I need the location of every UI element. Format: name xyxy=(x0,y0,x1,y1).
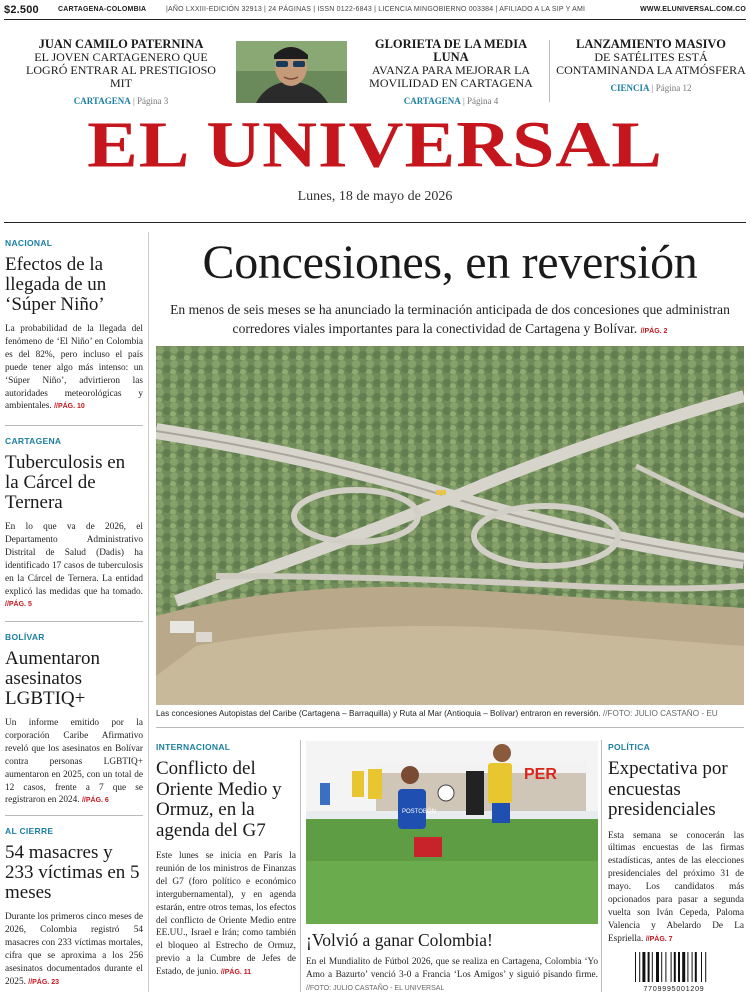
story-lgbtiq[interactable] xyxy=(5,632,143,808)
story-headline: Expectativa por encuestas presidenciales xyxy=(608,758,728,820)
story-body: Durante los primeros cinco meses de 2026, Colombia registró 54 masacres con 233 víctimas mortales, cifra que se aproxima a los 256 asesinatos documentados durante el 2025. xyxy=(5,912,143,987)
column-divider xyxy=(148,232,149,992)
aerial-highway-photo xyxy=(156,346,744,705)
teaser-section: CARTAGENA xyxy=(73,96,131,106)
photo-caption xyxy=(156,709,744,718)
teaser-page: | Página 12 xyxy=(651,83,692,93)
story-divider xyxy=(5,621,143,622)
story-headline: Tuberculosis en la Cárcel de Ternera xyxy=(5,452,126,513)
teaser-title: LANZAMIENTO MASIVO xyxy=(576,37,726,51)
teaser-paternina[interactable] xyxy=(14,38,228,106)
story-tuberculosis[interactable] xyxy=(5,436,143,612)
teaser-section: CIENCIA xyxy=(610,83,650,93)
masthead-divider xyxy=(4,222,746,223)
barcode-number: 7709995001209 xyxy=(643,986,705,993)
story-kicker: NACIONAL xyxy=(5,238,53,248)
photo-credit: //FOTO: JULIO CASTAÑO - EL UNIVERSAL xyxy=(306,984,445,992)
story-body: Un informe emitido por la corporación Caribe Afirmativo reveló que los asesinatos en Bolívar contra personas LGBTIQ+ aumentaron en 2025, con un total de 12 casos, frente a 7 que se registraron en 2024. xyxy=(5,718,143,806)
website-link[interactable]: WWW.ELUNIVERSAL.COM.CO xyxy=(640,6,746,13)
main-divider xyxy=(156,727,744,728)
story-headline: Conflicto del Oriente Medio y Ormuz, en la agenda del G7 xyxy=(156,758,282,841)
cover-price: $2.500 xyxy=(4,4,39,16)
teaser-subtitle: DE SATÉLITES ESTÁ CONTAMINANDA LA ATMÓSFERA xyxy=(556,50,746,77)
edition-info: |AÑO LXXIII-EDICIÓN 32913 | 24 PÁGINAS | ISSN 0122-6843 | LICENCIA MINGOBIERNO 003384 | AFILIADO A LA SIP Y AMI xyxy=(166,6,586,13)
story-body: En lo que va de 2026, el Departamento Administrativo Distrital de Salud (Dadis) ha identificado 17 casos de tuberculosis en la Cárcel de Ternera. La entidad explicó las medidas que ha tomado. xyxy=(5,522,143,597)
page-ref: //PÁG. 23 xyxy=(28,978,59,986)
page-ref: //PÁG. 5 xyxy=(5,601,32,609)
main-deck-text: En menos de seis meses se ha anunciado la terminación anticipada de dos concesiones que administran corredores viales importantes para la conectividad de Cartagena y Bolívar. xyxy=(170,302,730,336)
barcode-bars xyxy=(634,952,714,982)
page-ref: //PÁG. 6 xyxy=(81,797,109,805)
teaser-section: CARTAGENA xyxy=(403,96,461,106)
story-kicker: INTERNACIONAL xyxy=(156,742,231,752)
top-divider xyxy=(4,19,746,20)
story-kicker: AL CIERRE xyxy=(5,826,54,836)
story-colombia-gana[interactable] xyxy=(306,930,598,996)
page-ref: //PÁG. 7 xyxy=(645,935,673,943)
story-body: La probabilidad de la llegada del fenómeno de ‘El Niño’ en Colombia es del 82%, pero incluso el país puede tener algo más intenso: un ‘Súper Niño’, advirtieron las autoridades meteorológicas y ambientales. xyxy=(5,324,143,412)
page-ref: //PÁG. 10 xyxy=(54,403,85,411)
story-masacres[interactable] xyxy=(5,826,143,989)
teaser-title: GLORIETA DE LA MEDIA LUNA xyxy=(374,37,528,64)
story-headline: Efectos de la llegada de un ‘Súper Niño’ xyxy=(5,254,107,315)
jersey-sponsor: POSTOBÓN xyxy=(402,809,436,815)
soccer-match-photo xyxy=(306,741,598,924)
teaser-divider xyxy=(549,40,550,102)
teaser-page: | Página 4 xyxy=(462,96,499,106)
story-divider xyxy=(5,815,143,816)
story-headline: 54 masacres y 233 víctimas en 5 meses xyxy=(5,842,140,903)
story-kicker: POLÍTICA xyxy=(608,742,651,752)
story-encuestas[interactable] xyxy=(608,742,744,947)
story-body: En el Mundialito de Fútbol 2026, que se realiza en Cartagena, Colombia ‘Yo Amo a Bazurto’ venció 3-0 a Francia ‘Los Amigos’ y siguió pisando firme. xyxy=(306,957,598,980)
photo-credit: //FOTO: JULIO CASTAÑO - EU xyxy=(602,709,718,718)
main-deck xyxy=(168,300,732,341)
story-kicker: CARTAGENA xyxy=(5,436,62,446)
story-body: Esta semana se conocerán las últimas encuestas de las firmas estadísticas, antes de las elecciones presidenciales del próximo 31 de mayo. Los candidatos más opcionados para pasar a segunda vuelta son Iván Cepeda, Paloma Valencia y Abelardo De La Espriella. xyxy=(608,830,744,944)
barcode xyxy=(634,952,714,993)
teaser-subtitle: AVANZA PARA MEJORAR LA MOVILIDAD EN CARTAGENA xyxy=(369,63,533,90)
column-divider xyxy=(601,740,602,992)
story-g7[interactable] xyxy=(156,742,296,980)
newspaper-masthead: EL UNIVERSAL xyxy=(87,108,663,182)
page-ref: //PÁG. 11 xyxy=(220,969,252,977)
city-label: CARTAGENA-COLOMBIA xyxy=(58,6,147,13)
main-headline[interactable]: Concesiones, en reversión xyxy=(202,236,698,289)
page-ref: //PÁG. 2 xyxy=(640,328,668,335)
story-headline: Aumentaron asesinatos LGBTIQ+ xyxy=(5,648,100,709)
top-info-bar xyxy=(4,4,746,18)
issue-date: Lunes, 18 de mayo de 2026 xyxy=(297,189,453,204)
teaser-portrait-photo xyxy=(236,41,347,103)
stadium-banner: PER xyxy=(524,766,557,783)
teaser-satelites[interactable] xyxy=(556,38,746,93)
story-body: Este lunes se inicia en París la reunión de los ministros de Finanzas del G7 (foro político e económico intergubernamental), y en agenda estarán, entre otros temas, los efectos del conflicto de Oriente Medio entre EE.UU., Israel e Irán; como también el bloqueo al Estrecho de Ormuz, previo a la Cumbre de Jefes de Estado, de junio. xyxy=(156,851,296,978)
story-super-nino[interactable] xyxy=(5,238,143,414)
story-kicker: BOLÍVAR xyxy=(5,632,45,642)
column-divider xyxy=(300,740,301,992)
story-divider xyxy=(5,425,143,426)
teaser-page: | Página 3 xyxy=(132,96,169,106)
teaser-glorieta[interactable] xyxy=(358,38,544,106)
teaser-title: JUAN CAMILO PATERNINA xyxy=(38,37,204,51)
story-headline: ¡Volvió a ganar Colombia! xyxy=(306,930,493,950)
caption-text: Las concesiones Autopistas del Caribe (Cartagena – Barraquilla) y Ruta al Mar (Antioquia – Bolívar) entraron en reversión. xyxy=(156,709,601,718)
teaser-subtitle: EL JOVEN CARTAGENERO QUE LOGRÓ ENTRAR AL PRESTIGIOSO MIT xyxy=(26,50,216,90)
